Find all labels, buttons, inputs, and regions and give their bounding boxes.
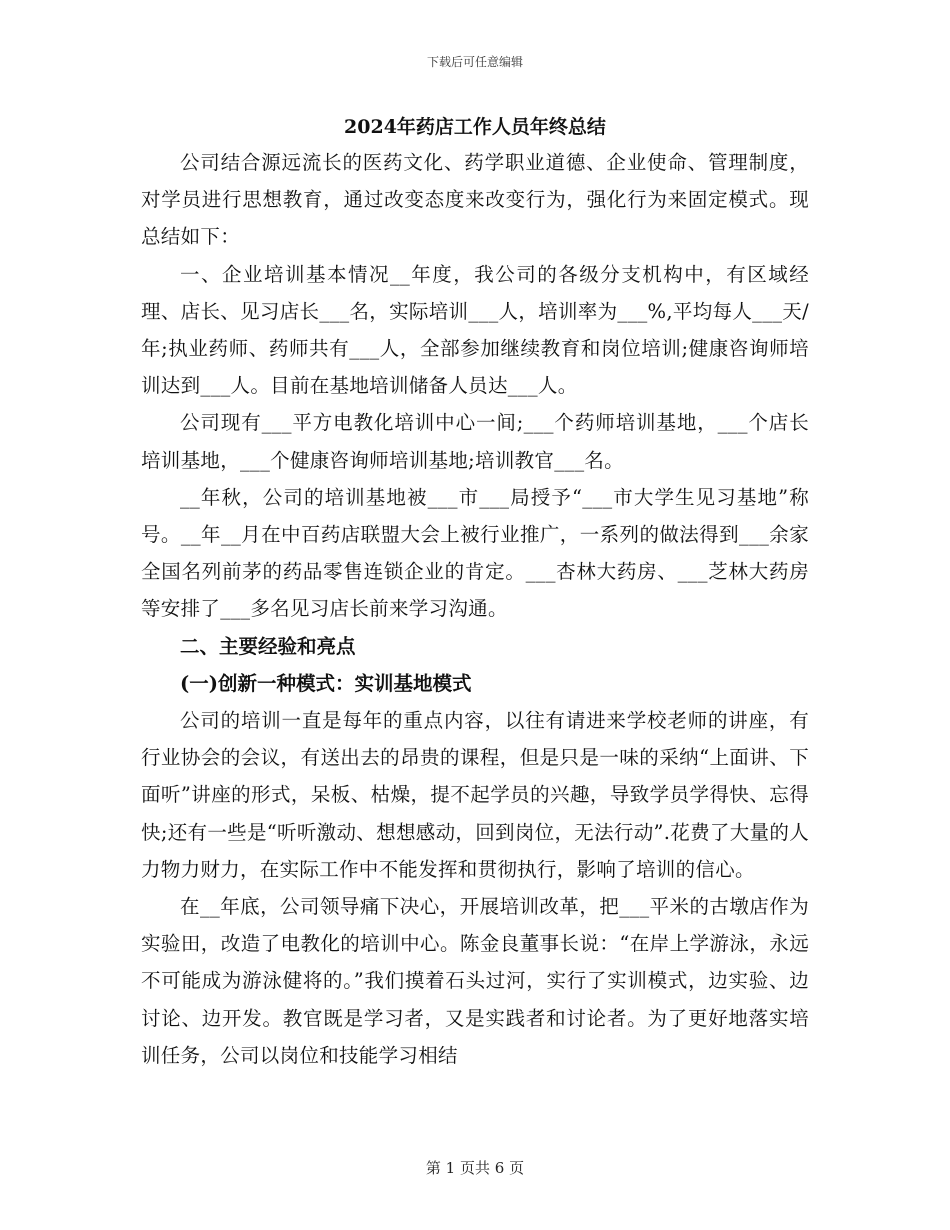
paragraph-recognition: __年秋，公司的培训基地被___市___局授予“___市大学生见习基地”称号。__年__月在中百药店联盟大会上被行业推广，一系列的做法得到___余家全国名列前茅的药品零售连锁企业的肯定。___杏林大药房、___芝林大药房等安排了___多名见习店长前来学习沟通。 [141, 485, 809, 621]
paragraph-reform: 在__年底，公司领导痛下决心，开展培训改革，把___平米的古墩店作为实验田，改造了电教化的培训中心。陈金良董事长说：“在岸上学游泳，永远不可能成为游泳健将的。”我们摸着石头过河，实行了实训模式，边实验、边讨论、边开发。教官既是学习者，又是实践者和讨论者。为了更好地落实培训任务，公司以岗位和技能学习相结 [141, 895, 809, 1067]
paragraph-past-training: 公司的培训一直是每年的重点内容，以往有请进来学校老师的讲座，有行业协会的会议，有送出去的昂贵的课程，但是只是一味的采纳“上面讲、下面听”讲座的形式，呆板、枯燥，提不起学员的兴趣，导致学员学得快、忘得快;还有一些是“听听激动、想想感动，回到岗位，无法行动”.花费了大量的人力物力财力，在实际工作中不能发挥和贯彻执行，影响了培训的信心。 [141, 709, 809, 881]
page-header-note: 下载后可任意编辑 [426, 55, 523, 69]
document-body [141, 112, 809, 1074]
page-footer-number: 第 1 页共 6 页 [425, 1159, 525, 1177]
paragraph-facilities: 公司现有___平方电教化培训中心一间;___个药师培训基地，___个店长培训基地，___个健康咨询师培训基地;培训教官___名。 [141, 411, 809, 472]
paragraph-training-overview: 一、企业培训基本情况__年度，我公司的各级分支机构中，有区域经理、店长、见习店长___名，实际培训___人，培训率为___%,平均每人___天/年;执业药师、药师共有___人，全部参加继续教育和岗位培训;健康咨询师培训达到___人。目前在基地培训储备人员达___人。 [141, 262, 809, 398]
document-title: 2024年药店工作人员年终总结 [344, 116, 606, 138]
section-heading-experience: 二、主要经验和亮点 [180, 634, 356, 658]
paragraph-intro: 公司结合源远流长的医药文化、药学职业道德、企业使命、管理制度，对学员进行思想教育，通过改变态度来改变行为，强化行为来固定模式。现总结如下： [141, 151, 809, 249]
subsection-heading-mode: (一)创新一种模式：实训基地模式 [180, 671, 472, 695]
